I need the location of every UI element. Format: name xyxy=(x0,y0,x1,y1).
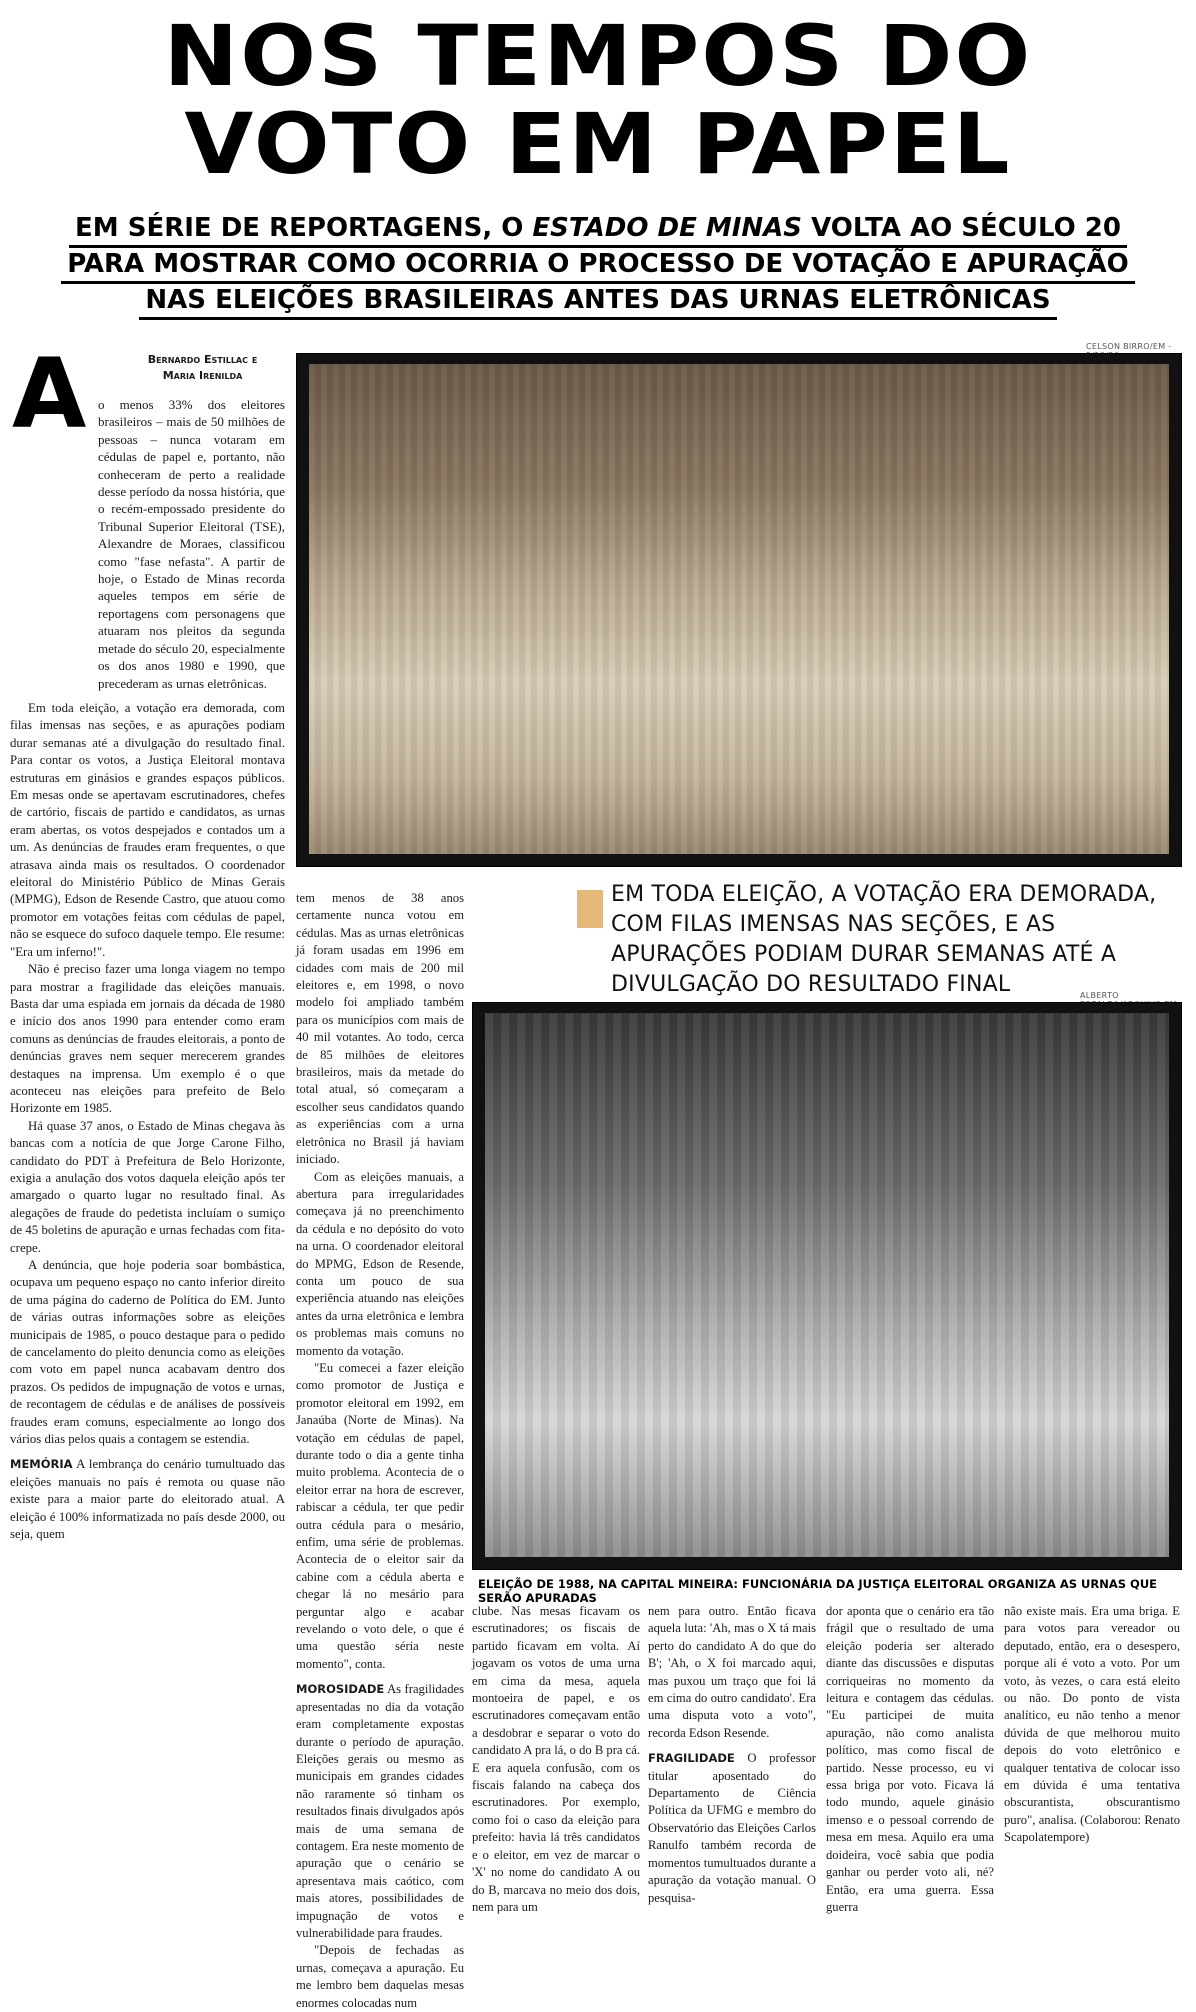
paragraph: clube. Nas mesas ficavam os escrutinadores; os fiscais de partido ficavam em volta. Aí jogavam os votos de uma urna em cima da mesa, aquela montoeira de papel, e os escrutinadores começavam então a desdobrar e separar o voto do candidato A pra lá, o do B pra cá. E era aquela confusão, com os fiscais falando na cabeça dos escrutinadores. Por exemplo, como foi o caso da eleição para prefeito: havia lá três candidatos e o eleitor, em vez de marcar o 'X' no nome do candidato A ou do B, marcava no meio dos dois, nem para um xyxy=(472,1604,640,1914)
paragraph: nem para outro. Então ficava aquela luta: 'Ah, mas o X tá mais perto do candidato A do que do B'; 'Ah, o X foi marcado aqui, mas puxou um traço que foi lá em cima do outro candidato'. Era uma disputa voto a voto", recorda Edson Resende. xyxy=(648,1604,816,1740)
article-column-3 xyxy=(472,1603,640,1916)
headline-line-2: VOTO EM PAPEL xyxy=(184,95,1012,193)
article-column-6 xyxy=(1004,1603,1180,1847)
paragraph: dor aponta que o cenário era tão frágil que o resultado de uma eleição poderia ser alterado diante das discussões e disputas corriqueiras no momento da leitura e contagem das cédulas. "Eu participei de muita apuração, não como analista político, mas como fiscal de partido. Nesse processo, eu vi essa briga por voto. Ficava lá todo mundo, aquele ginásio imenso e o pessoal correndo de mesa em mesa. Aquilo era uma doideira, você sabia que podia ganhar ou perder voto ali, né? Então, era uma guerra. Essa guerra xyxy=(826,1604,994,1914)
photo-caption: ELEIÇÃO DE 1988, NA CAPITAL MINEIRA: FUNCIONÁRIA DA JUSTIÇA ELEITORAL ORGANIZA AS URNAS QUE SERÃO APURADAS xyxy=(478,1577,1158,1605)
subhead-morosidade: MOROSIDADE xyxy=(296,1682,385,1697)
photo-content xyxy=(485,1013,1169,1557)
subhead-fragilidade: FRAGILIDADE xyxy=(648,1751,735,1766)
article-column-1 xyxy=(10,700,285,1544)
paragraph: o menos 33% dos eleitores brasileiros – mais de 50 milhões de pessoas – nunca votaram em cédulas de papel e, portanto, não conheceram de perto a realidade desse período da nossa história, que o recém-empossado presidente do Tribunal Superior Eleitoral (TSE), Alexandre de Moraes, classificou como "fase nefasta". A partir de hoje, o Estado de Minas recorda aqueles tempos em série de reportagens com personagens que atuaram nos pleitos da segunda metade do século 20, especialmente os dos anos 1980 e 1990, que precederam as urnas eletrônicas. xyxy=(98,397,285,691)
deck-line-2: PARA MOSTRAR COMO OCORRIA O PROCESSO DE VOTAÇÃO E APURAÇÃO xyxy=(40,246,1156,282)
paragraph: A denúncia, que hoje poderia soar bombástica, ocupava um pequeno espaço no canto inferior direito de uma página do caderno de Política do EM. Junto de várias outras informações sobre as eleições municipais de 1985, o pouco destaque para o pedido de cancelamento do pleito denuncia como as eleições com voto em papel nunca acabavam dentro dos prazos. Os pedidos de impugnação de votos e urnas, de recontagem de cédulas e de análises de possíveis fraudes eram comuns, especialmente ao longo dos vários dias pelos quais a contagem se estendia. xyxy=(10,1258,285,1447)
paragraph: Em toda eleição, a votação era demorada, com filas imensas nas seções, e as apurações podiam durar semanas até a divulgação do resultado final. Para contar os votos, a Justiça Eleitoral montava estruturas em ginásios e grandes espaços públicos. Em mesas onde se apertavam escrutinadores, chefes de cartório, fiscais de partido e candidatos, as urnas eram abertas, os votos despejados e contados um a um. As denúncias de fraudes eram frequentes, o que atrasava ainda mais os resultados. O coordenador eleitoral do Ministério Público de Minas Gerais (MPMG), Edson de Resende Castro, que atuou como promotor em votações feitas com cédulas de papel, não se esquece do sufoco daquele tempo. Ele resume: "Era um inferno!". xyxy=(10,701,285,959)
article-column-4 xyxy=(648,1603,816,1907)
deck-line-1: EM SÉRIE DE REPORTAGENS, O ESTADO DE MINAS VOLTA AO SÉCULO 20 xyxy=(40,210,1156,246)
paragraph: "Depois de fechadas as urnas, começava a apuração. Eu me lembro bem daquelas mesas enormes colocadas num xyxy=(296,1943,464,2010)
photo-content xyxy=(309,364,1169,854)
paragraph: tem menos de 38 anos certamente nunca votou em cédulas. Mas as urnas eletrônicas já foram usadas em 1996 em cidades com mais de 200 mil eleitores e, em 1998, o novo modelo foi ampliado também para os municípios com mais de 40 mil votantes. Ao todo, cerca de 85 milhões de eleitores brasileiros, mais da metade do total atual, só começaram a escolher seus candidatos quando as experiências com a urna eletrônica no Brasil já haviam iniciado. xyxy=(296,891,464,1167)
paragraph: Não é preciso fazer uma longa viagem no tempo para mostrar a fragilidade das eleições manuais. Basta dar uma espiada em jornais da década de 1980 e início dos anos 1990 para entender como eram comuns as denúncias de fraudes eleitorais, a ponto de denúncias graves nem sequer merecerem grandes destaques na imprensa. Um exemplo é o que aconteceu nas eleições para prefeito de Belo Horizonte em 1985. xyxy=(10,962,285,1116)
byline xyxy=(120,352,285,384)
paragraph: MEMÓRIA A lembrança do cenário tumultuado das eleições manuais no país é remota ou quase não existe para a maior parte do eleitorado atual. A eleição é 100% informatizada no país desde 2000, ou seja, quem xyxy=(10,1457,285,1542)
paragraph: MOROSIDADE As fragilidades apresentadas no dia da votação eram completamente expostas durante o período de apuração. Eleições gerais ou mesmo as municipais em grandes cidades não raramente só tinham os resultados finais divulgados após mais de uma semana de contagem. Era neste momento de apuração que o cenário se apresentava mais caótico, com mais atores, possibilidades de impugnação de votos e vulnerabilidade para fraudes. xyxy=(296,1682,464,1940)
photo-credit-2: ALBERTO xyxy=(1080,991,1119,1000)
headline-line-1: NOS TEMPOS DO xyxy=(163,7,1033,105)
pullquote: EM TODA ELEIÇÃO, A VOTAÇÃO ERA DEMORADA, COM FILAS IMENSAS NAS SEÇÕES, E AS APURAÇÕES PODIAM DURAR SEMANAS ATÉ A DIVULGAÇÃO DO RESULTADO FINAL xyxy=(611,882,1157,997)
paragraph: Com as eleições manuais, a abertura para irregularidades começava já no preenchimento da cédula e no depósito do voto na urna. O coordenador eleitoral do MPMG, Edson de Resende, conta um pouco de sua experiência atuando nas eleições antes da urna eletrônica e lembra os problemas mais comuns no momento da votação. xyxy=(296,1169,464,1358)
photo-credit-1: CELSON BIRRO/EM - xyxy=(1086,342,1172,351)
counting-hall-photo xyxy=(296,353,1182,867)
article-column-2 xyxy=(296,890,464,2012)
drop-cap: A xyxy=(12,338,87,450)
article-column-5 xyxy=(826,1603,994,1916)
ballot-boxes-photo xyxy=(472,1002,1182,1570)
paragraph: FRAGILIDADE O professor titular aposentado do Departamento de Ciência Política da UFMG e membro do Observatório das Eleições Carlos Ranulfo também recorda de momentos tumultuados durante a apuração da votação manual. O pesquisa- xyxy=(648,1751,816,1905)
paragraph: Há quase 37 anos, o Estado de Minas chegava às bancas com a notícia de que Jorge Carone Filho, candidato do PDT à Prefeitura de Belo Horizonte, exigia a anulação dos votos daquela eleição após ter amargado o quarto lugar no resultado final. As alegações de fraude do pedetista incluíam o sumiço de 45 boletins de apuração e urnas fechadas com fita-crepe. xyxy=(10,1118,285,1255)
byline-author-2: Maria Irenilda xyxy=(162,369,243,382)
pullquote-marker xyxy=(577,890,603,928)
paragraph: não existe mais. Era uma briga. E para votos para vereador ou deputado, então, era o desespero, porque ali é voto a voto. Por um voto, às vezes, o cara está eleito ou não. Do ponto de vista analítico, eu não tenho a menor dúvida de que melhorou muito depois do voto eletrônico e qualquer tentativa de colocar isso em dúvida é uma tentativa obscurantista, obscurantismo puro", analisa. (Colaborou: Renato Scapolatempore) xyxy=(1004,1604,1180,1845)
article-column-1a xyxy=(98,396,285,692)
subhead-memoria: MEMÓRIA xyxy=(10,1457,73,1472)
paragraph: "Eu comecei a fazer eleição como promotor de Justiça e promotor eleitoral em 1992, em Janaúba (Norte de Minas). Na votação em cédulas de papel, durante todo o dia a gente tinha muito problema. Acontecia de o eleitor errar na hora de escrever, rabiscar a cédula, ter que pedir outra cédula para o mesário, enfim, uma série de problemas. Acontecia de o eleitor sair da cabine com a cédula aberta e chegar lá no mesário para perguntar algo e acabar revelando o voto dele, o que é uma questão séria neste momento", conta. xyxy=(296,1360,464,1671)
deck-line-3: NAS ELEIÇÕES BRASILEIRAS ANTES DAS URNAS ELETRÔNICAS xyxy=(40,282,1156,318)
byline-author-1: Bernardo Estillac e xyxy=(147,353,258,366)
